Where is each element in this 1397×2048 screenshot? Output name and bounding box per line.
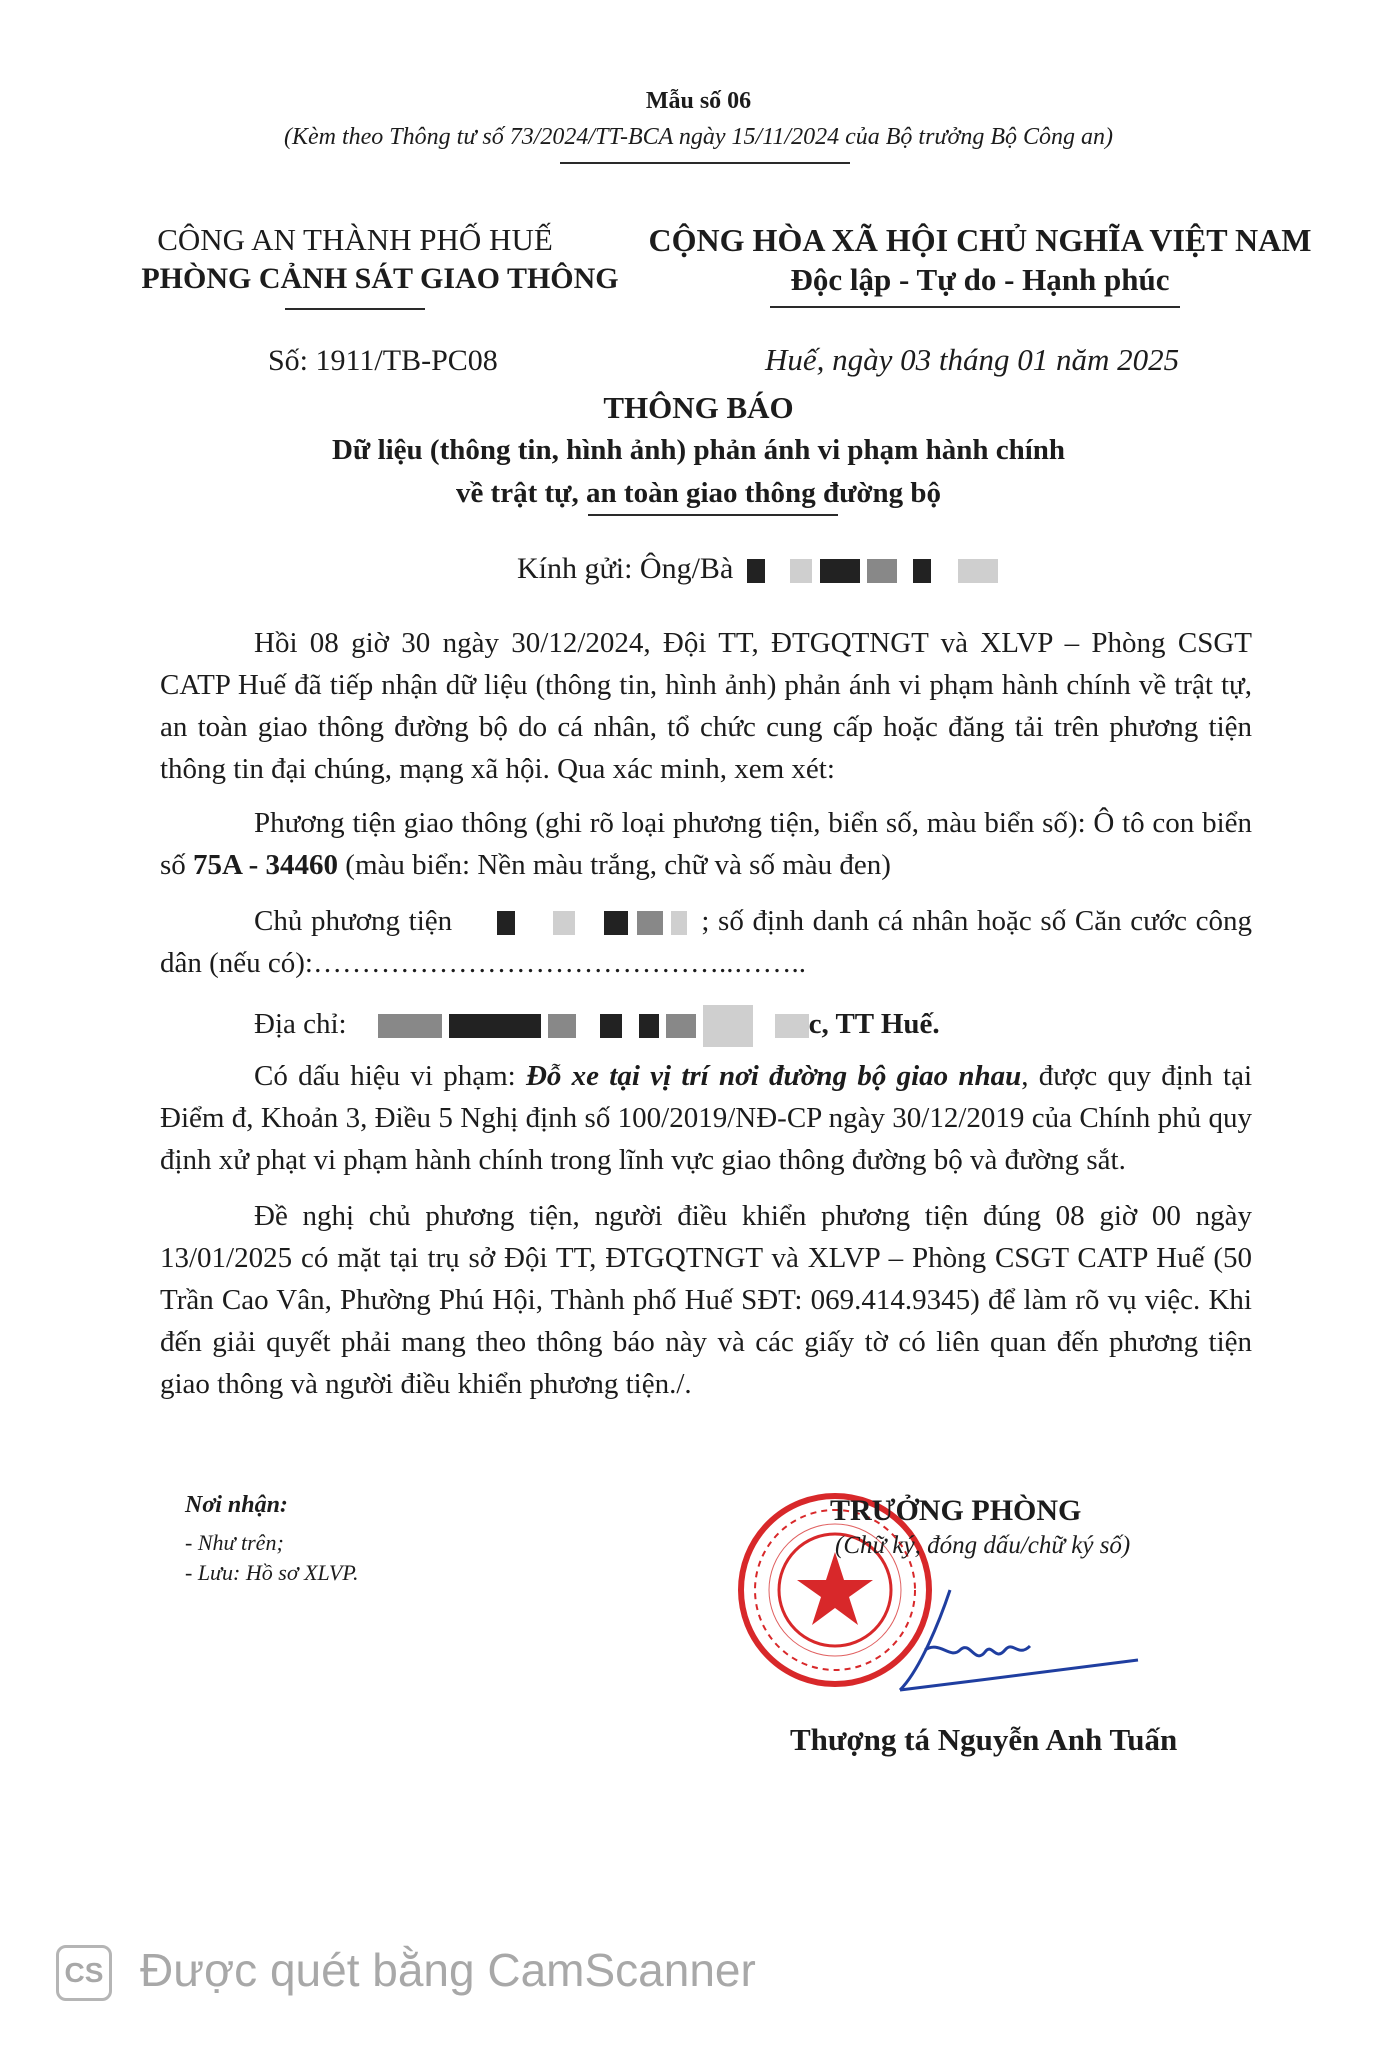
form-reference: (Kèm theo Thông tư số 73/2024/TT-BCA ngày 15/11/2024 của Bộ trưởng Bộ Công an) bbox=[284, 124, 1113, 150]
redaction-block bbox=[666, 1014, 696, 1038]
violation-description: Đỗ xe tại vị trí nơi đường bộ giao nhau bbox=[525, 1060, 1022, 1092]
recipient-item: - Lưu: Hồ sơ XLVP. bbox=[185, 1560, 359, 1585]
redaction-block bbox=[604, 911, 628, 935]
motto-underline bbox=[770, 306, 1180, 308]
redaction-block bbox=[548, 1014, 576, 1038]
document-title: THÔNG BÁO bbox=[603, 390, 794, 425]
document-subtitle-1: Dữ liệu (thông tin, hình ảnh) phản ánh vi phạm hành chính bbox=[331, 434, 1066, 466]
redaction-block bbox=[553, 911, 575, 935]
agency-underline bbox=[285, 308, 425, 310]
redaction-block bbox=[913, 559, 931, 583]
document-subtitle-2: về trật tự, an toàn giao thông đường bộ bbox=[455, 477, 942, 509]
place-date: Huế, ngày 03 tháng 01 năm 2025 bbox=[765, 342, 1180, 377]
signature-note: (Chữ ký, đóng dấu/chữ ký số) bbox=[835, 1532, 1131, 1559]
signer-title: TRƯỞNG PHÒNG bbox=[830, 1494, 1082, 1527]
greeting bbox=[517, 552, 998, 586]
nation-motto: Độc lập - Tự do - Hạnh phúc bbox=[790, 262, 1170, 297]
paragraph-receipt: Hồi 08 giờ 30 ngày 30/12/2024, Đội TT, ĐTGQTNGT và XLVP – Phòng CSGT CATP Huế đã tiếp nhận dữ liệu (thông tin, hình ảnh) phản ánh vi phạm hành chính về trật tự, an toàn giao thông đường bộ do cá nhân, tổ chức cung cấp hoặc đăng tải trên phương tiện thông tin đại chúng, mạng xã hội. Qua xác minh, xem xét: bbox=[160, 627, 1252, 785]
redaction-block bbox=[867, 559, 897, 583]
redaction-block bbox=[637, 911, 663, 935]
title-underline bbox=[588, 514, 838, 516]
recipients-title: Nơi nhận: bbox=[185, 1492, 288, 1518]
recipient-item: - Như trên; bbox=[185, 1530, 284, 1555]
divider bbox=[560, 162, 850, 164]
plate-number: 75A - 34460 bbox=[193, 849, 339, 881]
redaction-block bbox=[671, 911, 687, 935]
form-number: Mẫu số 06 bbox=[645, 88, 752, 114]
redaction-block bbox=[958, 559, 998, 583]
redaction-block bbox=[820, 559, 860, 583]
agency-name: CÔNG AN THÀNH PHỐ HUẾ bbox=[157, 222, 553, 257]
handwritten-signature-icon bbox=[880, 1580, 1200, 1700]
paragraph-violation: Có dấu hiệu vi phạm: Đỗ xe tại vị trí nơi đường bộ giao nhau, được quy định tại Điểm đ, Khoản 3, Điều 5 Nghị định số 100/2019/NĐ-CP ngày 30/12/2019 của Chính phủ quy định xử phạt vi phạm hành chính trong lĩnh vực giao thông đường bộ và đường sắt. bbox=[160, 1060, 1253, 1176]
redaction-block bbox=[747, 559, 765, 583]
scanner-watermark: Được quét bằng CamScanner bbox=[140, 1944, 756, 1996]
redaction-block bbox=[497, 911, 515, 935]
paragraph-request: Đề nghị chủ phương tiện, người điều khiển phương tiện đúng 08 giờ 00 ngày 13/01/2025 có mặt tại trụ sở Đội TT, ĐTGQTNGT và XLVP – Phòng CSGT CATP Huế (50 Trần Cao Vân, Phường Phú Hội, Thành phố Huế SĐT: 069.414.9345) để làm rõ vụ việc. Khi đến giải quyết phải mang theo thông báo này và các giấy tờ có liên quan đến phương tiện giao thông và người điều khiển phương tiện./. bbox=[160, 1200, 1252, 1400]
camscanner-logo-icon: CS bbox=[56, 1945, 112, 2001]
redaction-block bbox=[775, 1014, 809, 1038]
redaction-block bbox=[600, 1014, 622, 1038]
paragraph-vehicle: Phương tiện giao thông (ghi rõ loại phương tiện, biển số, màu biển số): Ô tô con biển số 75A - 34460 (màu biển: Nền màu trắng, chữ và số màu đen) bbox=[160, 807, 1252, 881]
redaction-block bbox=[703, 1005, 753, 1047]
paragraph-address: Địa chỉ: c, TT Huế. bbox=[160, 1003, 1252, 1047]
department-name: PHÒNG CẢNH SÁT GIAO THÔNG bbox=[141, 262, 619, 295]
signer-name: Thượng tá Nguyễn Anh Tuấn bbox=[790, 1722, 1178, 1757]
document-number: Số: 1911/TB-PC08 bbox=[268, 344, 498, 377]
redaction-block bbox=[639, 1014, 659, 1038]
redaction-block bbox=[449, 1014, 541, 1038]
paragraph-owner: Chủ phương tiện ; số định danh cá nhân hoặc số Căn cước công dân (nếu có):……………………………………..…….. bbox=[160, 905, 1253, 979]
redaction-block bbox=[378, 1014, 442, 1038]
redaction-block bbox=[790, 559, 812, 583]
greeting-label: Kính gửi: Ông/Bà bbox=[517, 552, 734, 585]
nation-name: CỘNG HÒA XÃ HỘI CHỦ NGHĨA VIỆT NAM bbox=[648, 222, 1312, 258]
